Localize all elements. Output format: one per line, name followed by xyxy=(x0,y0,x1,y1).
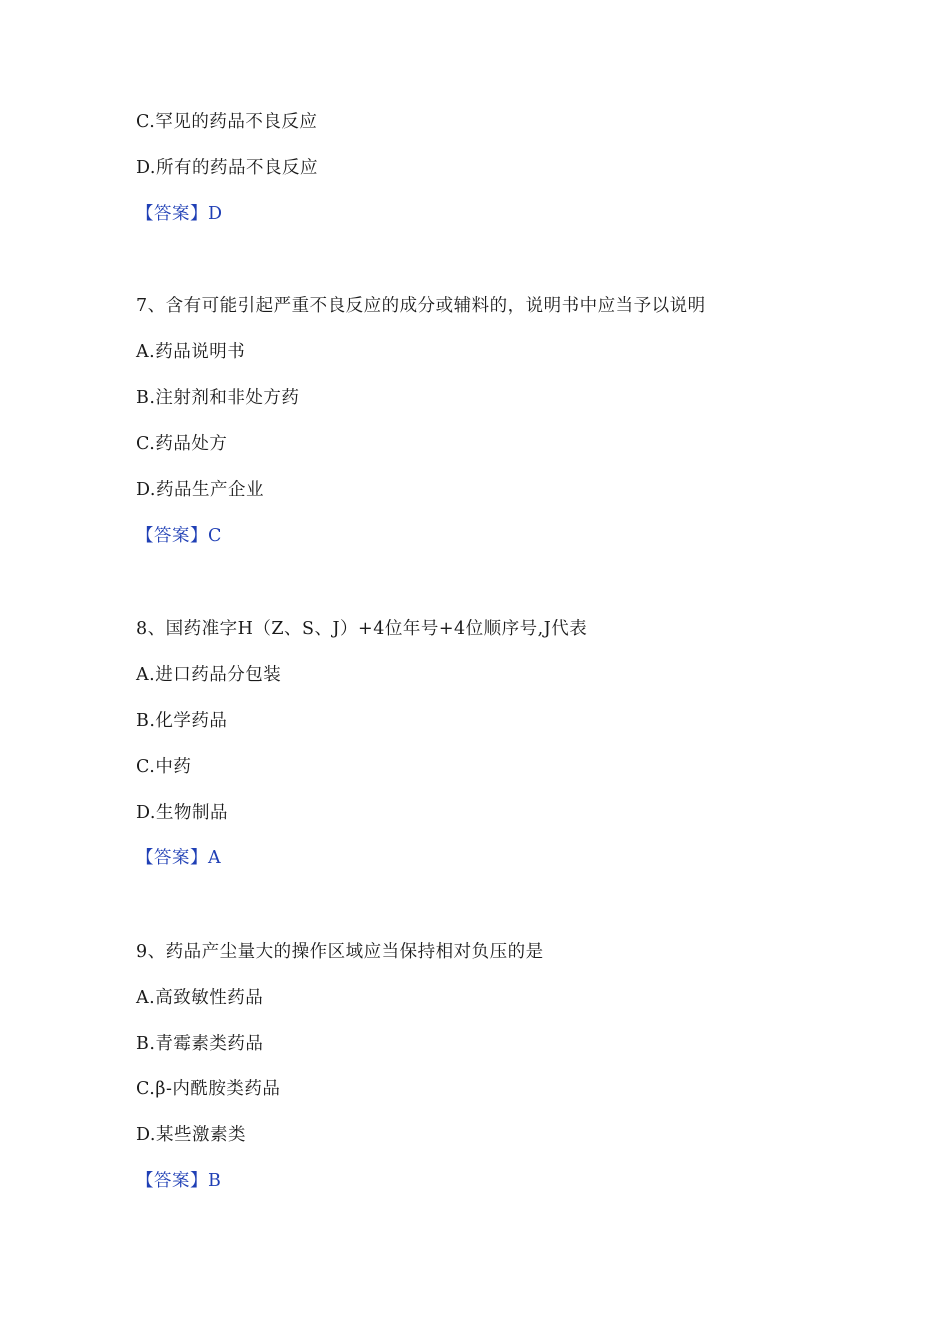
question-9-option-c: C.β-内酰胺类药品 xyxy=(136,1079,281,1099)
question-7-option-c: C.药品处方 xyxy=(136,434,228,454)
answer-value: C xyxy=(208,526,222,546)
option-d-prev: D.所有的药品不良反应 xyxy=(136,158,318,178)
question-7-option-b: B.注射剂和非处方药 xyxy=(136,388,300,408)
question-8-option-c: C.中药 xyxy=(136,757,192,777)
question-7-stem: 7、含有可能引起严重不良反应的成分或辅料的，说明书中应当予以说明 xyxy=(136,296,706,316)
question-7-option-a: A.药品说明书 xyxy=(136,342,246,362)
question-8-stem: 8、国药准字H（Z、S、J）+4位年号+4位顺序号,J代表 xyxy=(136,619,588,639)
answer-value: A xyxy=(208,848,222,868)
question-8-option-b: B.化学药品 xyxy=(136,711,228,731)
question-7-answer xyxy=(136,524,222,548)
question-9-option-b: B.青霉素类药品 xyxy=(136,1034,264,1054)
option-c-prev: C.罕见的药品不良反应 xyxy=(136,112,318,132)
question-8-option-a: A.进口药品分包装 xyxy=(136,665,282,685)
answer-prev xyxy=(136,202,223,226)
answer-value: D xyxy=(208,204,223,224)
question-9-option-d: D.某些激素类 xyxy=(136,1125,246,1145)
question-7-option-d: D.药品生产企业 xyxy=(136,480,264,500)
question-9-option-a: A.高致敏性药品 xyxy=(136,988,264,1008)
answer-label: 【答案】 xyxy=(136,526,208,546)
question-9-stem: 9、药品产尘量大的操作区域应当保持相对负压的是 xyxy=(136,942,544,962)
question-8-answer xyxy=(136,846,221,870)
answer-label: 【答案】 xyxy=(136,204,208,224)
question-9-answer xyxy=(136,1169,221,1193)
question-8-option-d: D.生物制品 xyxy=(136,803,228,823)
answer-label: 【答案】 xyxy=(136,848,208,868)
answer-label: 【答案】 xyxy=(136,1171,208,1191)
answer-value: B xyxy=(208,1171,222,1191)
